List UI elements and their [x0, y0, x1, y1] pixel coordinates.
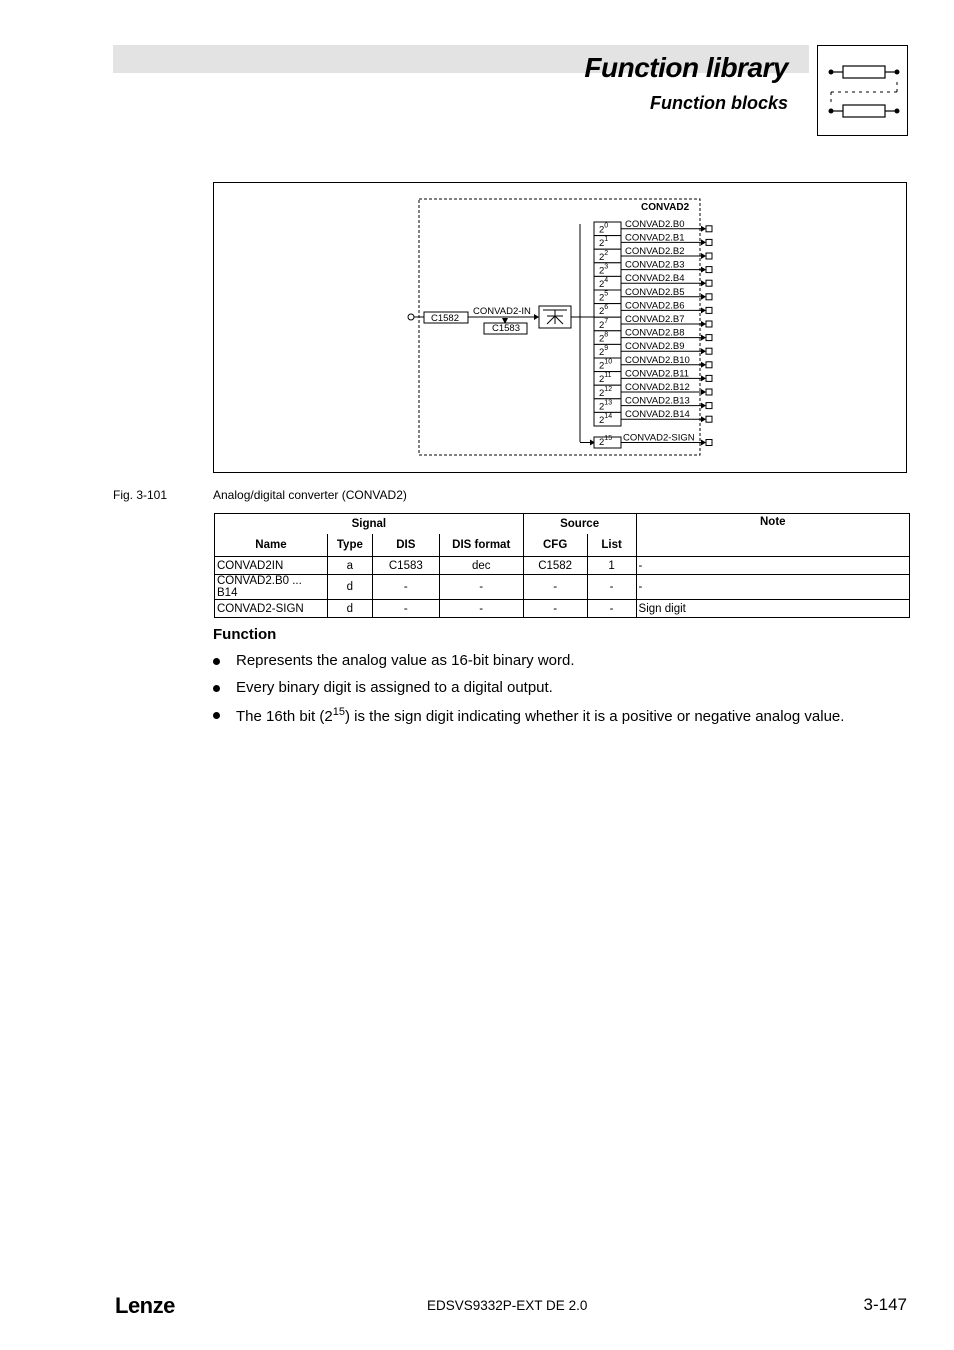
lenze-logo: Lenze [115, 1293, 175, 1318]
cell-dis: C1583 [372, 557, 439, 575]
cell-cfg: - [523, 600, 587, 618]
cell-type: d [327, 600, 372, 618]
cell-list: 1 [587, 557, 636, 575]
page-number: 3-147 [863, 1295, 907, 1314]
figure-number: Fig. 3-101 [113, 488, 168, 502]
cell-cfg: C1582 [523, 557, 587, 575]
output-name: CONVAD2.B9 [625, 341, 685, 353]
bullet-text: Every binary digit is assigned to a digital output. [236, 679, 553, 696]
output-terminal [706, 239, 712, 245]
block-name: CONVAD2 [641, 202, 690, 213]
cell-type: d [327, 575, 372, 600]
output-name: CONVAD2.B12 [625, 382, 690, 393]
cell-dis-format: dec [439, 557, 523, 575]
sign-output-name: CONVAD2-SIGN [623, 432, 695, 444]
output-name: CONVAD2.B1 [625, 232, 685, 244]
bit-label: $2^{13}$ [599, 399, 613, 413]
output-name: CONVAD2.B6 [625, 300, 685, 312]
output-terminal [706, 307, 712, 313]
output-terminal [706, 416, 712, 422]
col-cfg: CFG [523, 534, 587, 557]
output-terminal [706, 280, 712, 286]
bit-label: $2^{11}$ [599, 372, 612, 386]
sign-bit-label: $2^{15}$ [599, 435, 613, 448]
list-item [213, 706, 913, 733]
output-name: CONVAD2.B14 [625, 409, 690, 421]
output-name: CONVAD2.B11 [625, 368, 690, 380]
function-bullet-list [213, 652, 913, 733]
bit-label: $2^0$ [599, 222, 609, 236]
page-title: Function library [584, 52, 788, 83]
cell-name: CONVAD2.B0 ... B14 [215, 575, 328, 600]
cell-note: - [636, 575, 909, 600]
bullet-icon [213, 712, 220, 719]
bullet-icon [213, 658, 220, 665]
output-name: CONVAD2.B8 [625, 327, 685, 339]
bit-label: $2^2$ [599, 249, 609, 263]
output-terminal [706, 362, 712, 368]
cell-name: CONVAD2IN [215, 557, 328, 575]
output-name: CONVAD2.B4 [625, 273, 685, 285]
output-name: CONVAD2.B10 [625, 354, 690, 366]
bit-label: $2^{10}$ [599, 358, 613, 372]
output-terminal [706, 321, 712, 327]
output-name: CONVAD2.B13 [625, 395, 690, 407]
output-terminal [706, 253, 712, 259]
output-terminal [706, 375, 712, 381]
cell-name: CONVAD2-SIGN [215, 600, 328, 618]
input-code: C1582 [431, 313, 459, 324]
bit-label: $2^5$ [599, 290, 609, 304]
figure-caption: Analog/digital converter (CONVAD2) [213, 488, 407, 502]
bullet-icon [213, 685, 220, 692]
bit-label: $2^6$ [599, 304, 609, 318]
table-row [215, 575, 910, 600]
note-header: Note [636, 514, 909, 557]
output-terminal [706, 226, 712, 232]
col-dis: DIS [372, 534, 439, 557]
cell-dis: - [372, 600, 439, 618]
function-heading: Function [213, 626, 277, 643]
function-block-icon [817, 45, 908, 136]
output-terminal [706, 348, 712, 354]
bit-label: $2^{12}$ [599, 385, 613, 399]
cell-cfg: - [523, 575, 587, 600]
output-terminal [706, 403, 712, 409]
cell-dis-format: - [439, 575, 523, 600]
convad2-diagram [213, 182, 907, 473]
col-dis-format: DIS format [439, 534, 523, 557]
output-name: CONVAD2.B2 [625, 246, 685, 257]
output-terminal [706, 335, 712, 341]
source-group-header: Source [523, 514, 636, 535]
output-terminal [706, 389, 712, 395]
bit-label: $2^7$ [599, 317, 609, 331]
document-code: EDSVS9332P-EXT DE 2.0 [427, 1298, 588, 1313]
list-item [213, 679, 913, 706]
list-item [213, 652, 913, 679]
bullet-text: The 16th bit $(2^{15})$ is the sign digit indicating whether it is a positive or negative analog value. [236, 706, 845, 725]
output-terminal [706, 267, 712, 273]
bullet-text: Represents the analog value as 16-bit binary word. [236, 652, 575, 669]
output-terminal [706, 294, 712, 300]
signal-group-header: Signal [215, 514, 524, 535]
bit-label: $2^8$ [599, 331, 609, 345]
col-name: Name [215, 534, 328, 557]
cell-dis: - [372, 575, 439, 600]
page-subtitle: Function blocks [649, 93, 788, 113]
bit-label: $2^{14}$ [599, 413, 613, 426]
cell-list: - [587, 575, 636, 600]
col-list: List [587, 534, 636, 557]
output-name: CONVAD2.B7 [625, 314, 685, 325]
input-name: CONVAD2-IN [473, 306, 531, 317]
output-name: CONVAD2.B0 [625, 218, 685, 230]
cell-dis-format: - [439, 600, 523, 618]
bit-label: $2^9$ [599, 345, 609, 358]
cell-list: - [587, 600, 636, 618]
cell-note: Sign digit [636, 600, 909, 618]
bit-label: $2^3$ [599, 263, 609, 277]
cell-note: - [636, 557, 909, 575]
bit-label: $2^1$ [599, 236, 609, 250]
col-type: Type [327, 534, 372, 557]
bit-label: $2^4$ [599, 277, 609, 290]
output-name: CONVAD2.B3 [625, 259, 685, 271]
table-row [215, 600, 910, 618]
input-terminal [408, 314, 414, 320]
cell-type: a [327, 557, 372, 575]
output-name: CONVAD2.B5 [625, 286, 685, 298]
output-terminal [706, 440, 712, 446]
display-code: C1583 [492, 323, 520, 334]
table-row [215, 557, 910, 575]
signal-table [214, 513, 910, 618]
